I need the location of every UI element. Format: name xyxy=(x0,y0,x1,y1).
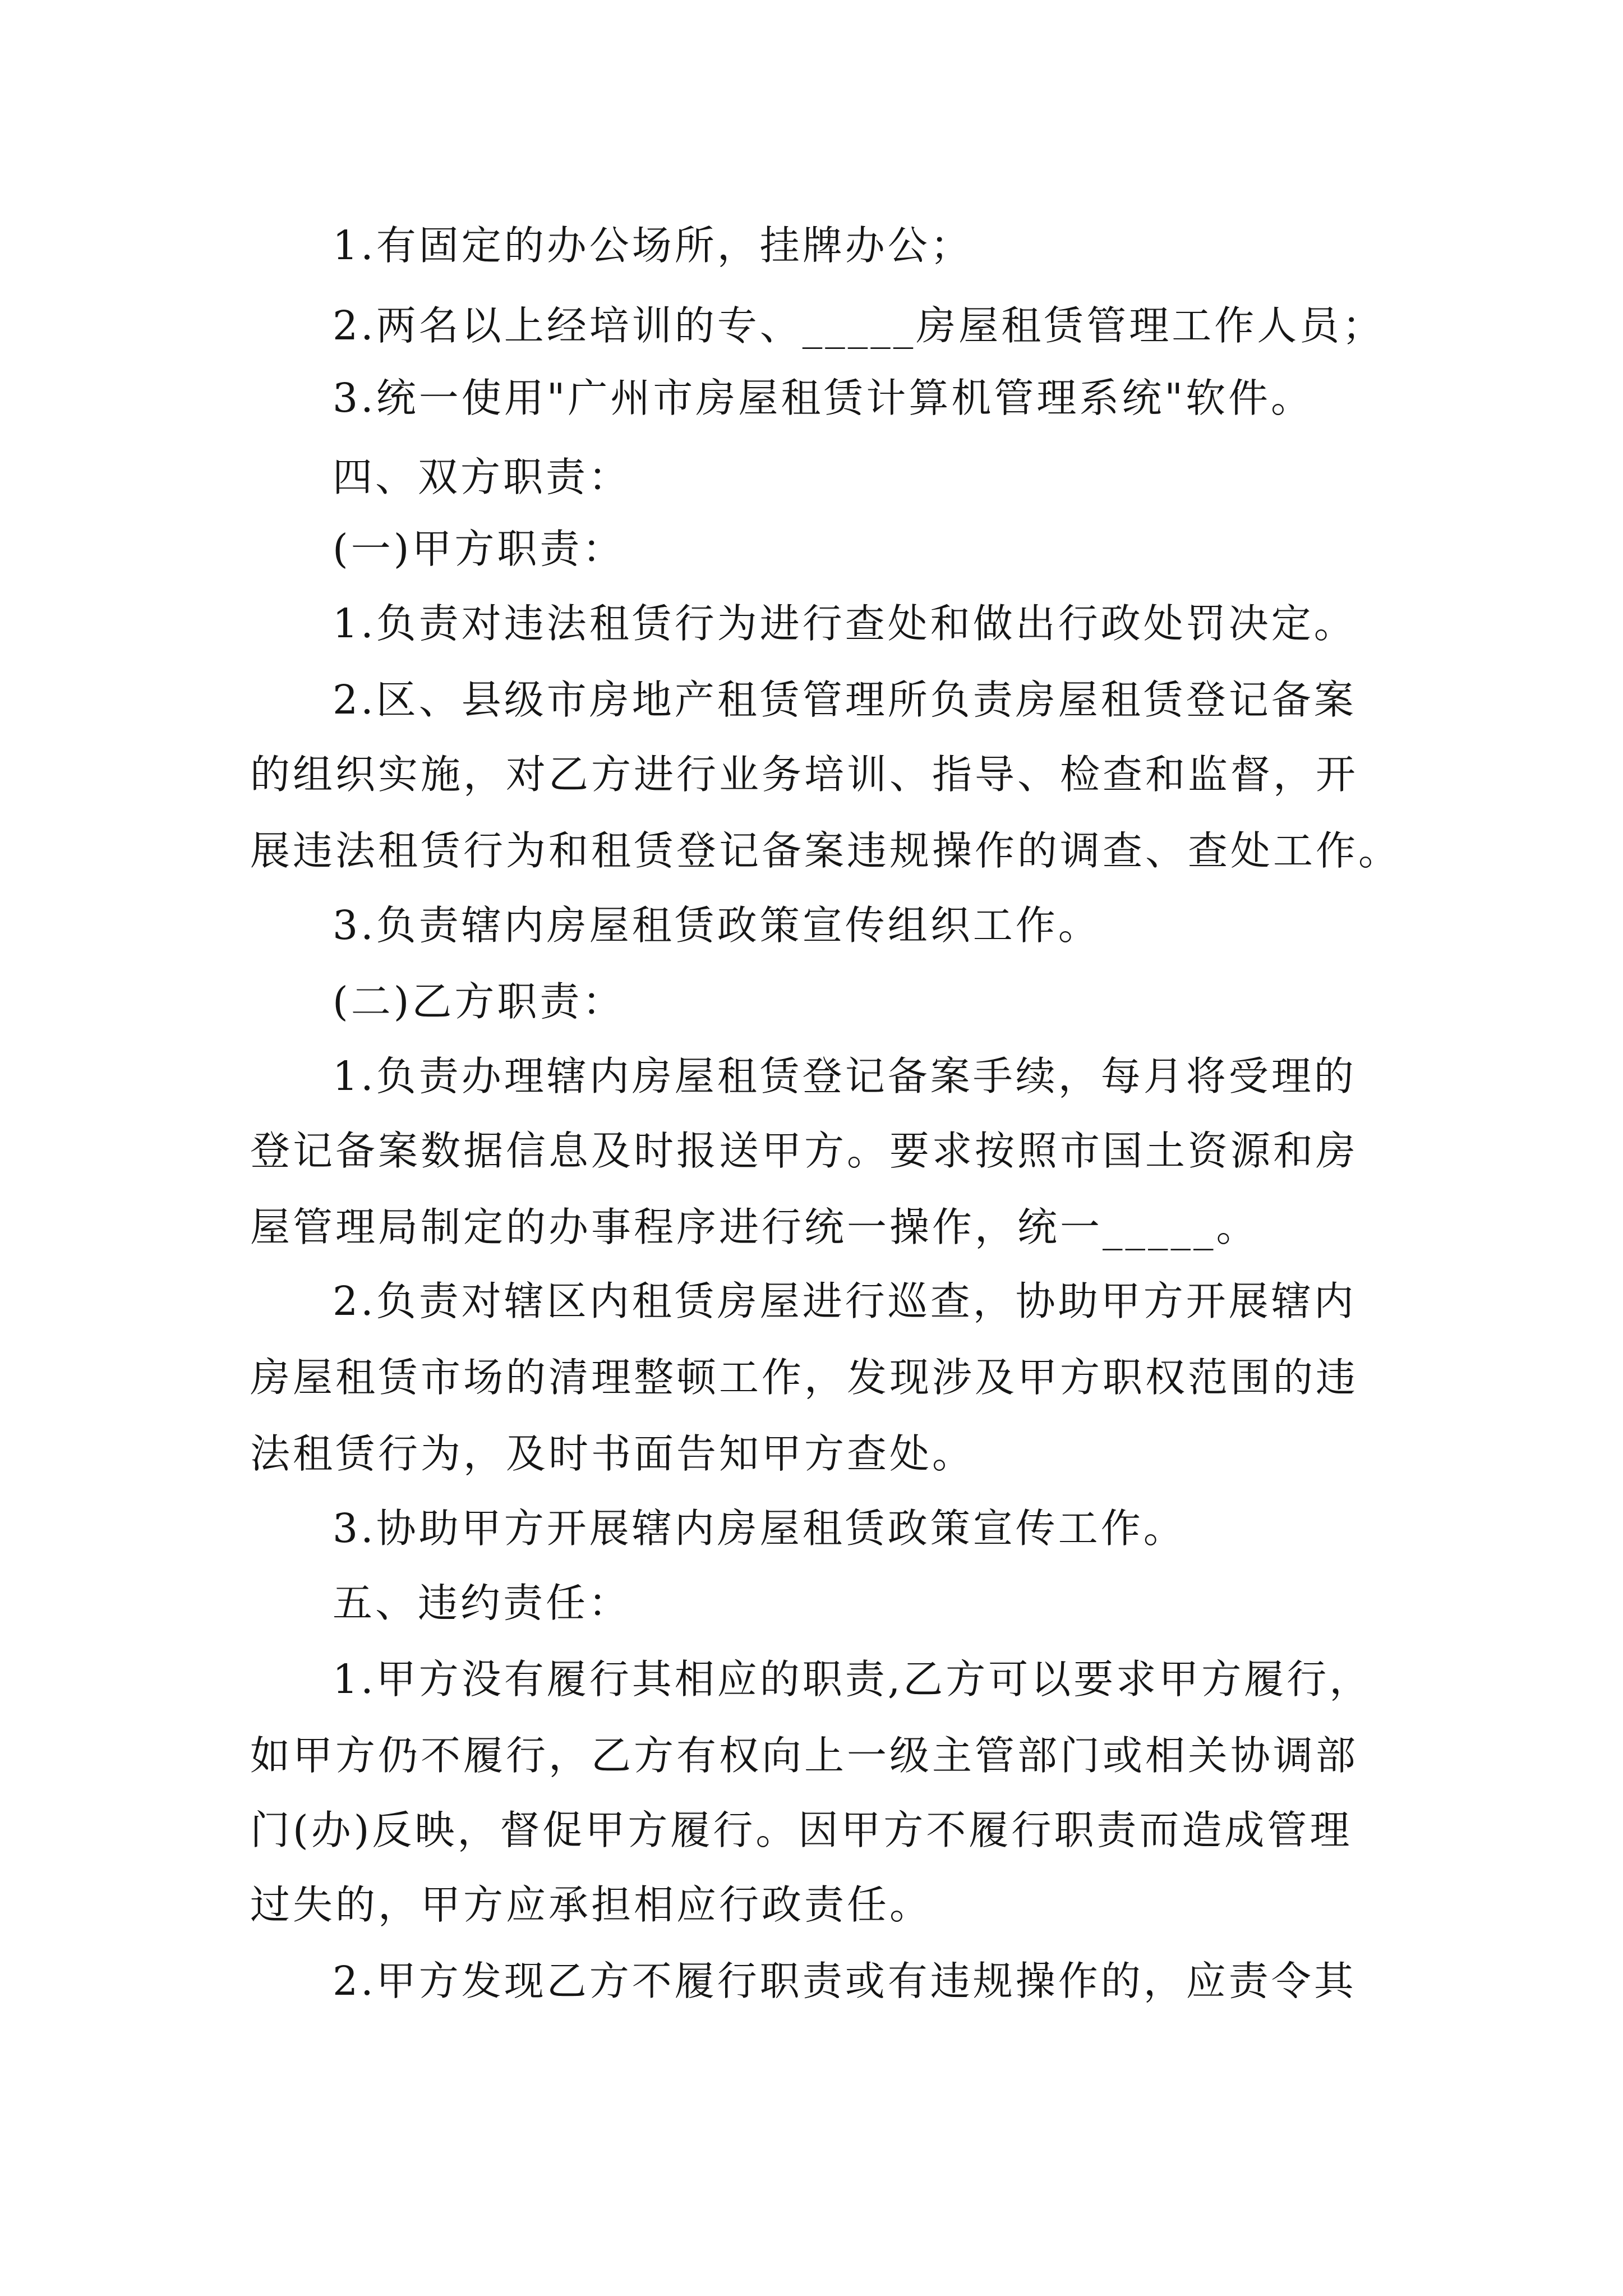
text-line: 3.统一使用"广州市房屋租赁计算机管理系统"软件。 xyxy=(333,375,1314,421)
text-line: 2.负责对辖区内租赁房屋进行巡查，协助甲方开展辖内 xyxy=(333,1278,1357,1324)
text-line: 1.负责对违法租赁行为进行查处和做出行政处罚决定。 xyxy=(333,600,1357,647)
text-line: 2.甲方发现乙方不履行职责或有违规操作的，应责令其 xyxy=(333,1958,1357,2004)
text-line: 屋管理局制定的办事程序进行统一操作，统一_____。 xyxy=(250,1204,1259,1250)
text-line: 2.区、县级市房地产租赁管理所负责房屋租赁登记备案 xyxy=(333,677,1357,723)
subsection-heading: (一)甲方职责： xyxy=(333,526,625,572)
text-line: 1.负责办理辖内房屋租赁登记备案手续，每月将受理的 xyxy=(333,1053,1357,1099)
text-line: 1.甲方没有履行其相应的职责,乙方可以要求甲方履行， xyxy=(333,1656,1372,1703)
text-line: 3.协助甲方开展辖内房屋租赁政策宣传工作。 xyxy=(333,1505,1186,1552)
text-line: 1.有固定的办公场所，挂牌办公； xyxy=(333,222,973,269)
text-line: 门(办)反映，督促甲方履行。因甲方不履行职责而造成管理 xyxy=(250,1807,1353,1853)
text-line: 展违法租赁行为和租赁登记备案违规操作的调查、查处工作。 xyxy=(250,827,1401,874)
text-line: 3.负责辖内房屋租赁政策宣传组织工作。 xyxy=(333,902,1101,949)
text-line: 如甲方仍不履行，乙方有权向上一级主管部门或相关协调部 xyxy=(250,1732,1359,1779)
subsection-heading: (二)乙方职责： xyxy=(333,978,625,1025)
text-line: 法租赁行为，及时书面告知甲方查处。 xyxy=(250,1430,975,1477)
text-line: 的组织实施，对乙方进行业务培训、指导、检查和监督，开 xyxy=(250,751,1359,798)
section-heading: 五、违约责任： xyxy=(333,1580,631,1626)
text-line: 过失的，甲方应承担相应行政责任。 xyxy=(250,1881,933,1928)
text-line: 登记备案数据信息及时报送甲方。要求按照市国土资源和房 xyxy=(250,1128,1359,1174)
text-line: 房屋租赁市场的清理整顿工作，发现涉及甲方职权范围的违 xyxy=(250,1354,1359,1401)
section-heading: 四、双方职责： xyxy=(333,454,631,500)
text-line: 2.两名以上经培训的专、_____房屋租赁管理工作人员； xyxy=(333,302,1385,349)
